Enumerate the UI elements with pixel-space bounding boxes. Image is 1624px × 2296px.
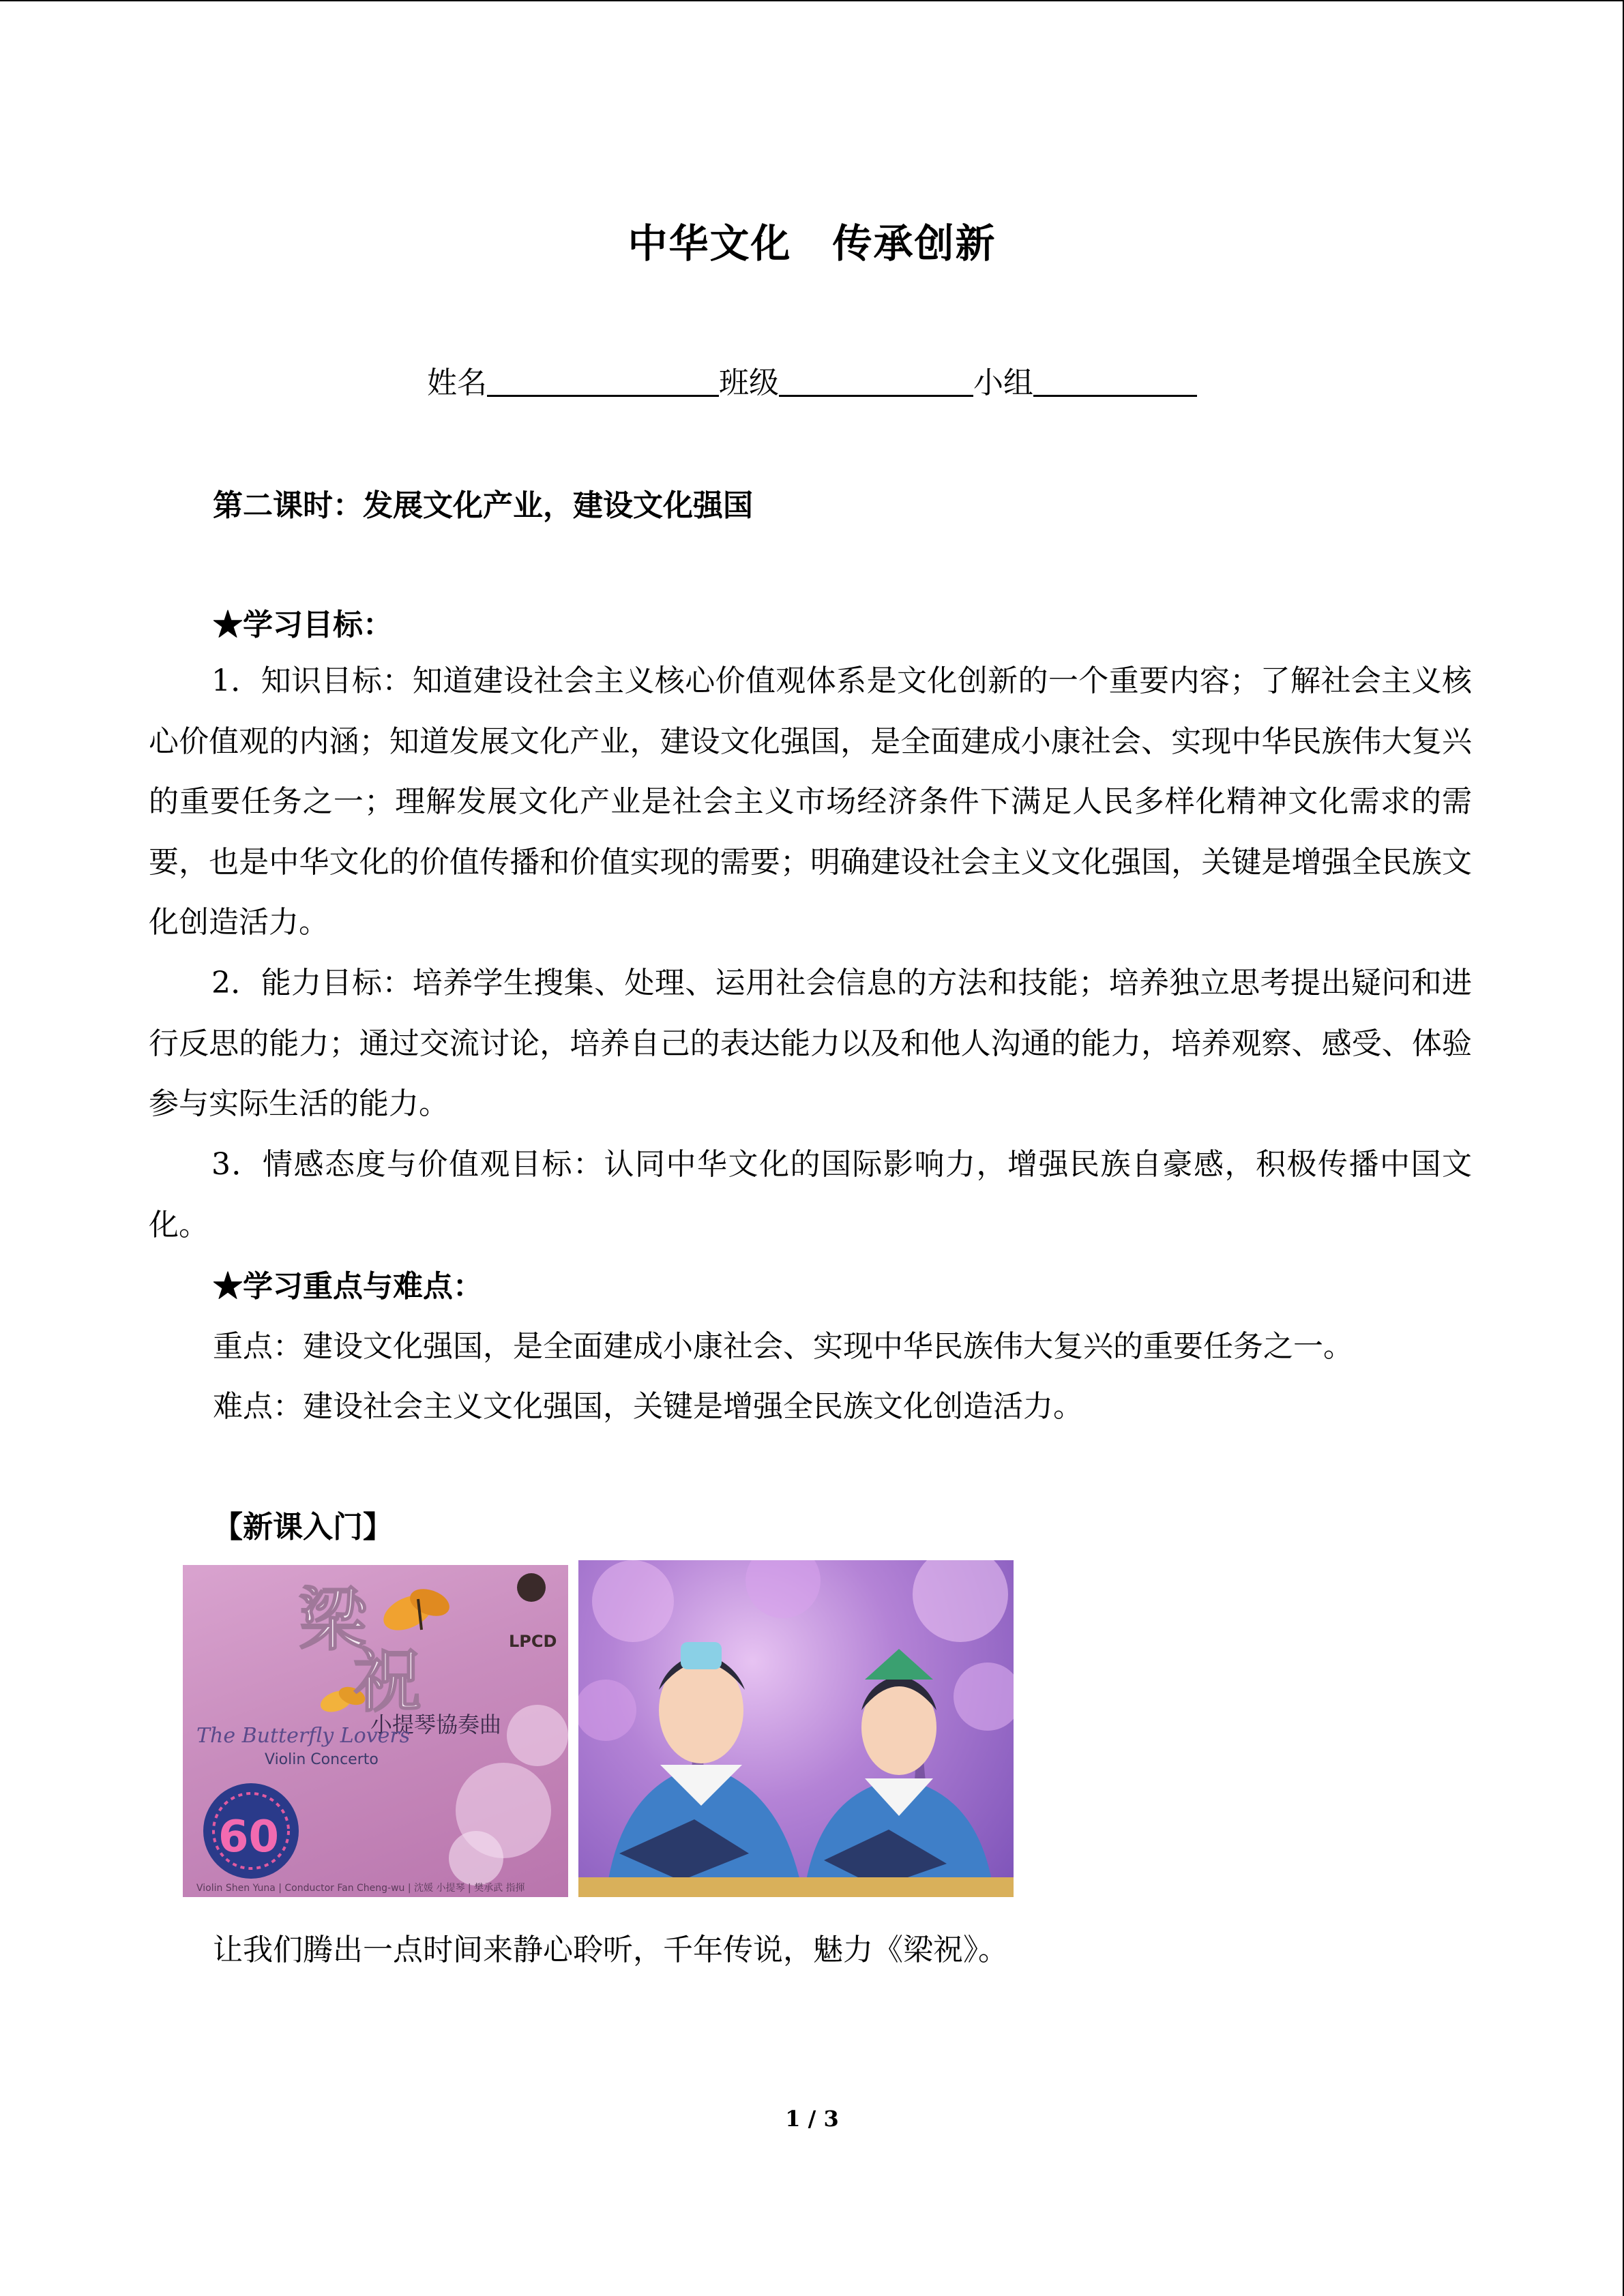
album-cover-image [183,1565,568,1897]
album-subtitle-en: Violin Concerto [265,1751,379,1768]
name-label: 姓名 [427,366,487,400]
album-cover-art [183,1565,568,1897]
objective-values: 3．情感态度与价值观目标：认同中华文化的国际影响力，增强民族自豪感，积极传播中国文化。 [149,1147,1472,1242]
cartoon-scene [578,1560,1014,1897]
group-label: 小组 [973,366,1033,400]
cartoon-image [578,1560,1014,1897]
lesson-title: 第二课时：发展文化产业，建设文化强国 [213,488,753,523]
name-blank[interactable] [487,365,719,397]
key-points-heading: ★学习重点与难点： [213,1269,483,1304]
intro-heading: 【新课入门】 [213,1510,393,1545]
objective-knowledge: 1．知识目标：知道建设社会主义核心价值观体系是文化创新的一个重要内容；了解社会主义核心价值观的内涵；知道发展文化产业，建设文化强国，是全面建成小康社会、实现中华民族伟大复兴的重要任务之一；理解发展文化产业是社会主义市场经济条件下满足人民多样化精神文化需求的需要，也是中华文化的价值传播和价值实现的需要；明确建设社会主义文化强国，关键是增强全民族文化创造活力。 [149,664,1472,940]
album-subtitle-cn: 小提琴協奏曲 [370,1712,502,1738]
album-credits: Violin Shen Yuna | Conductor Fan Cheng-wu | 沈媛 小提琴 | 樊承武 指揮 [196,1883,525,1894]
page-title: 中华文化 传承创新 [628,220,996,267]
objective-ability: 2．能力目标：培养学生搜集、处理、运用社会信息的方法和技能；培养独立思考提出疑问和进行反思的能力；通过交流讨论，培养自己的表达能力以及和他人沟通的能力，培养观察、感受、体验参与实际生活的能力。 [149,966,1472,1121]
butterfly-icon [378,1584,453,1637]
album-title-cn: 梁 [299,1579,367,1660]
album-title-en: The Butterfly Lovers [196,1724,411,1748]
album-logo: LPCD [509,1632,557,1651]
student-info-line [0,358,1624,402]
group-blank[interactable] [1033,365,1197,397]
album-title-cn-2: 祝 [353,1641,422,1721]
difficulty-text: 难点：建设社会主义文化强国，关键是增强全民族文化创造活力。 [213,1389,1083,1424]
scholar-left [606,1642,803,1897]
class-blank[interactable] [779,365,973,397]
key-point-text: 重点：建设文化强国，是全面建成小康社会、实现中华民族伟大复兴的重要任务之一。 [213,1329,1353,1364]
objectives-heading: ★学习目标： [213,608,393,642]
page-number: 1 / 3 [785,2106,839,2132]
class-label: 班级 [719,366,779,400]
intro-caption: 让我们腾出一点时间来静心聆听，千年传说，魅力《梁祝》。 [213,1933,1008,1967]
badge-60: 60 [218,1812,280,1862]
